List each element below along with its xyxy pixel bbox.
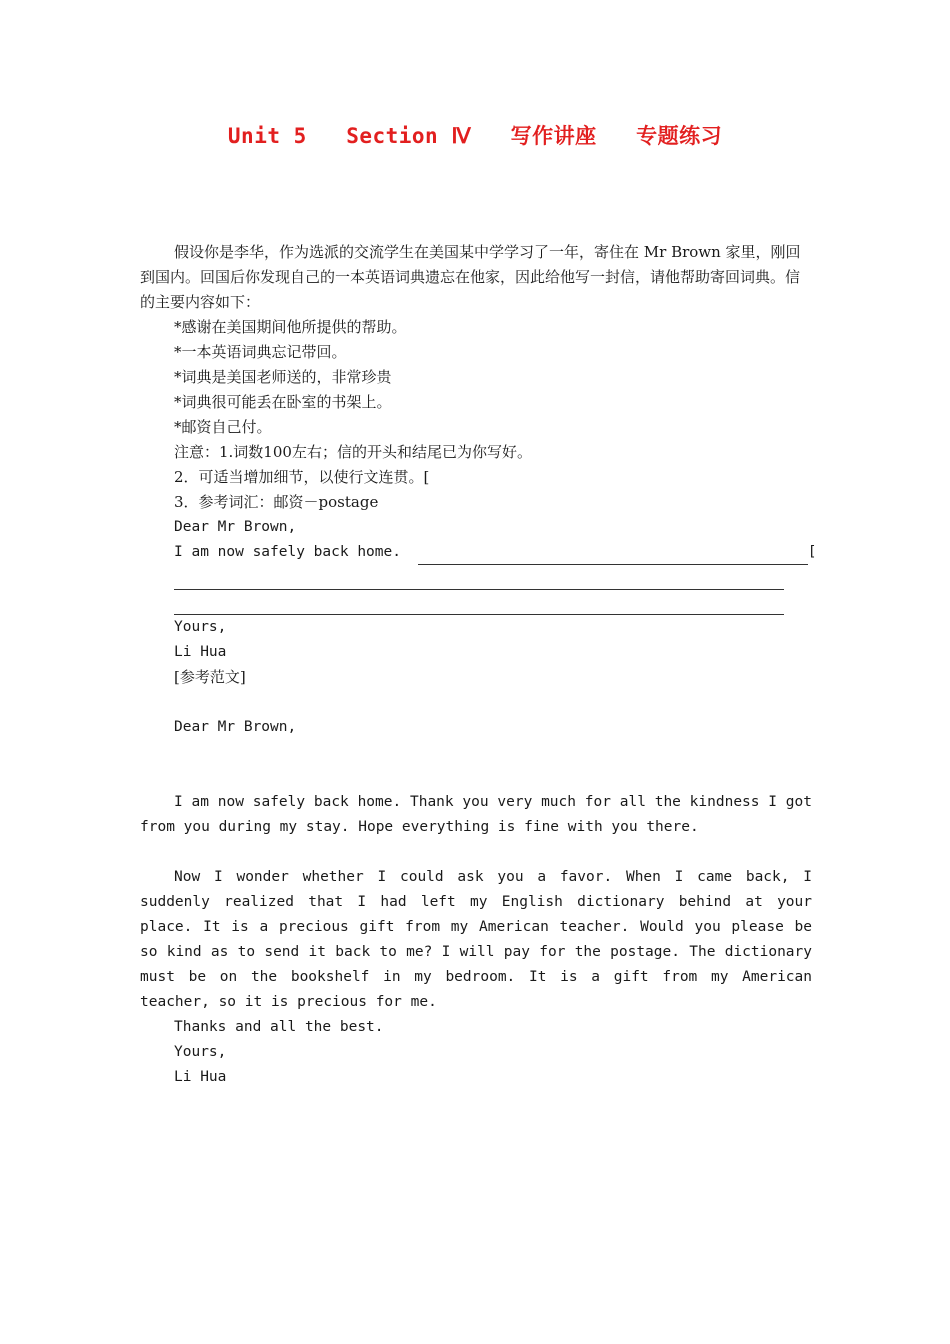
prompt-point: *一本英语词典忘记带回。 <box>174 343 347 361</box>
answer-blank-line[interactable] <box>140 590 812 615</box>
template-opening-line <box>140 540 817 565</box>
prompt-note: 3．参考词汇：邮资－postage <box>174 493 379 511</box>
template-greeting: Dear Mr Brown, <box>174 519 297 535</box>
sample-signature: Li Hua <box>174 1069 227 1085</box>
template-signature: Li Hua <box>174 644 227 660</box>
sample-greeting: Dear Mr Brown, <box>174 719 297 735</box>
sample-label: [参考范文] <box>174 668 246 686</box>
document-body <box>140 240 817 1090</box>
prompt-note: 注意：1.词数100左右；信的开头和结尾已为你写好。 <box>174 443 532 461</box>
template-bracket: [ <box>807 544 817 560</box>
prompt-note: 2．可适当增加细节，以使行文连贯。[ <box>174 468 430 486</box>
answer-blank[interactable] <box>174 598 784 615</box>
answer-blank[interactable] <box>174 573 784 590</box>
answer-blank[interactable] <box>418 548 808 565</box>
page-title: Unit 5 Section Ⅳ 写作讲座 专题练习 <box>227 124 723 148</box>
sample-thanks: Thanks and all the best. <box>174 1019 384 1035</box>
prompt-intro: 假设你是李华，作为选派的交流学生在美国某中学学习了一年，寄住在 Mr Brown 家里，刚回到国内。回国后你发现自己的一本英语词典遗忘在他家，因此给他写一封信，请他帮助寄回词典。信的主要内容如下： <box>140 243 801 311</box>
sample-paragraph: I am now safely back home. Thank you very much for all the kindness I got from you during my stay. Hope everything is fine with you there. <box>140 794 812 835</box>
sample-paragraph: Now I wonder whether I could ask you a favor. When I came back, I suddenly realized that I had left my English dictionary behind at your place. It is a precious gift from my American teacher. Would you please be so kind as to send it back to me? I will pay for the postage. The dictionary must be on the bookshelf in my bedroom. It is a gift from my American teacher, so it is precious for me. <box>140 869 812 1010</box>
prompt-point: *词典很可能丢在卧室的书架上。 <box>174 393 392 411</box>
prompt-point: *感谢在美国期间他所提供的帮助。 <box>174 318 407 336</box>
prompt-point: *词典是美国老师送的，非常珍贵 <box>174 368 392 386</box>
prompt-point: *邮资自己付。 <box>174 418 272 436</box>
answer-blank-line[interactable] <box>140 565 812 590</box>
template-closing: Yours, <box>174 619 227 635</box>
sample-closing: Yours, <box>174 1044 227 1060</box>
template-opening: I am now safely back home. <box>174 544 401 560</box>
